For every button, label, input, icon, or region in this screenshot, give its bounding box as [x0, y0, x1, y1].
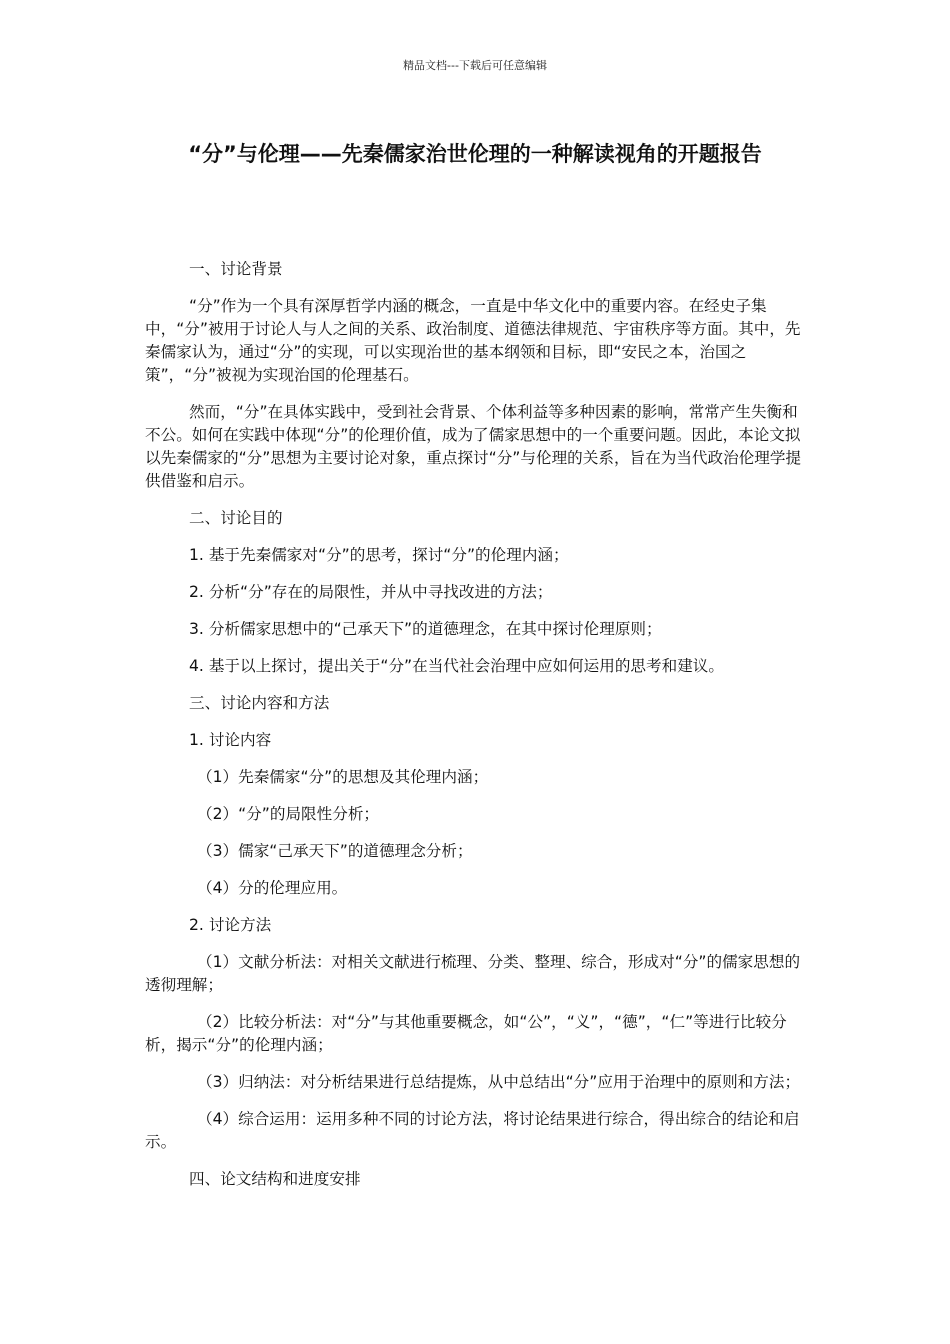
list-item: （2）比较分析法：对“分”与其他重要概念，如“公”，“义”，“德”，“仁”等进行比较分析，揭示“分”的伦理内涵； [145, 1013, 787, 1054]
section-heading: 三、讨论内容和方法 [189, 694, 330, 712]
subsection-heading: 2. 讨论方法 [189, 916, 272, 934]
list-item: （4）分的伦理应用。 [197, 879, 348, 897]
document-title: “分”与伦理——先秦儒家治世伦理的一种解读视角的开题报告 [188, 142, 762, 166]
list-item: （1）文献分析法：对相关文献进行梳理、分类、整理、综合，形成对“分”的儒家思想的透彻理解； [145, 953, 801, 994]
paragraph: 然而，“分”在具体实践中，受到社会背景、个体利益等多种因素的影响，常常产生失衡和不公。如何在实践中体现“分”的伦理价值，成为了儒家思想中的一个重要问题。因此，本论文拟以先秦儒家的“分”思想为主要讨论对象，重点探讨“分”与伦理的关系，旨在为当代政治伦理学提供借鉴和启示。 [145, 403, 802, 490]
page-header: 精品文档---下载后可任意编辑 [403, 59, 547, 72]
list-item: 4. 基于以上探讨，提出关于“分”在当代社会治理中应如何运用的思考和建议。 [189, 657, 724, 675]
document-body [145, 258, 805, 1205]
list-item: 2. 分析“分”存在的局限性，并从中寻找改进的方法； [189, 583, 553, 601]
list-item: 3. 分析儒家思想中的“己承天下”的道德理念，在其中探讨伦理原则； [189, 620, 662, 638]
list-item: （3）儒家“己承天下”的道德理念分析； [197, 842, 473, 860]
list-item: （3）归纳法：对分析结果进行总结提炼，从中总结出“分”应用于治理中的原则和方法； [197, 1073, 801, 1091]
section-heading: 一、讨论背景 [189, 260, 283, 278]
list-item: 1. 基于先秦儒家对“分”的思考，探讨“分”的伦理内涵； [189, 546, 569, 564]
list-item: （1）先秦儒家“分”的思想及其伦理内涵； [197, 768, 489, 786]
list-item: （2）“分”的局限性分析； [197, 805, 380, 823]
paragraph: “分”作为一个具有深厚哲学内涵的概念，一直是中华文化中的重要内容。在经史子集中，“分”被用于讨论人与人之间的关系、政治制度、道德法律规范、宇宙秩序等方面。其中，先秦儒家认为，通过“分”的实现，可以实现治世的基本纲领和目标，即“安民之本，治国之策”，“分”被视为实现治国的伦理基石。 [145, 297, 801, 384]
list-item: （4）综合运用：运用多种不同的讨论方法，将讨论结果进行综合，得出综合的结论和启示。 [145, 1110, 800, 1151]
section-heading: 二、讨论目的 [189, 509, 283, 527]
section-heading: 四、论文结构和进度安排 [189, 1170, 361, 1188]
subsection-heading: 1. 讨论内容 [189, 731, 272, 749]
